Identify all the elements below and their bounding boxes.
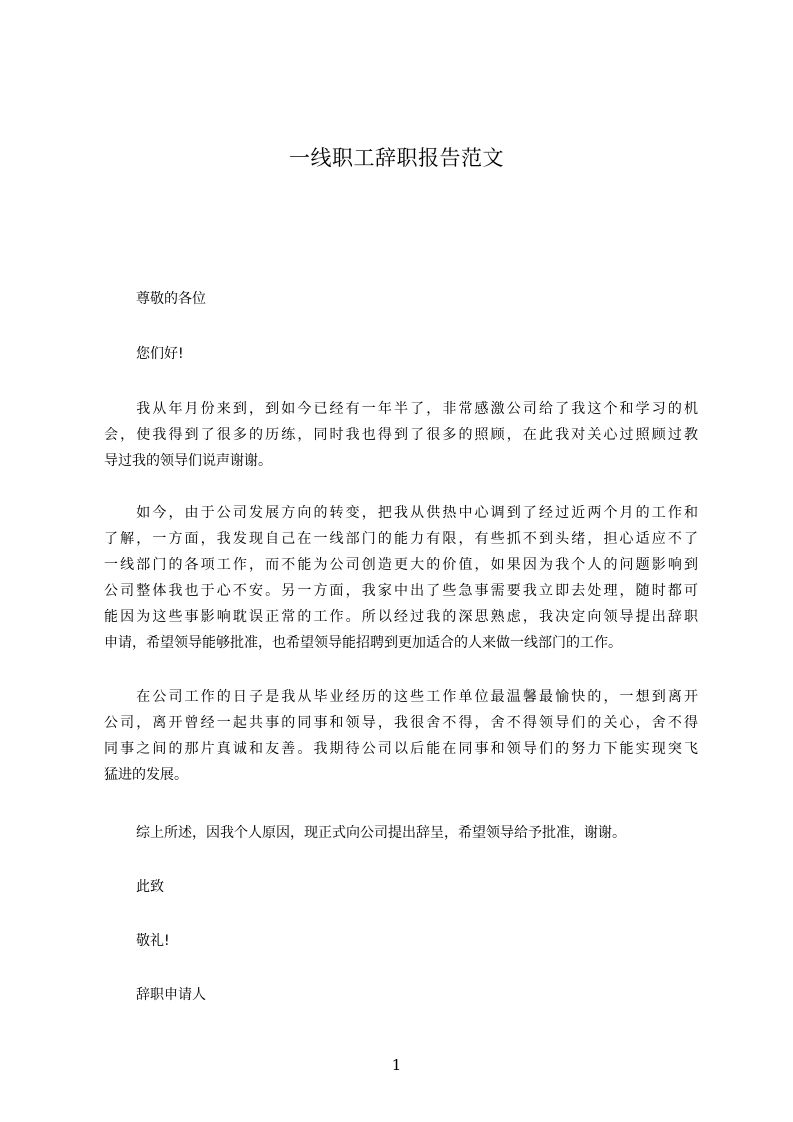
paragraph-line: 会，使我得到了很多的历练，同时我也得到了很多的照顾，在此我对关心过照顾过教 [104, 427, 698, 443]
paragraph-line: 申请，希望领导能够批准，也希望领导能招聘到更加适合的人来做一线部门的工作。 [104, 635, 622, 651]
paragraph-line: 公司，离开曾经一起共事的同事和领导，我很舍不得，舍不得领导们的关心，舍不得 [104, 715, 698, 731]
paragraph-line: 同事之间的那片真诚和友善。我期待公司以后能在同事和领导们的努力下能实现突飞 [104, 741, 698, 757]
paragraph-3 [104, 684, 698, 788]
greeting: 您们好! [136, 346, 184, 362]
paragraph-line: 导过我的领导们说声谢谢。 [104, 453, 272, 469]
paragraph-line: 了解，一方面，我发现自己在一线部门的能力有限，有些抓不到头绪，担心适应不了 [104, 531, 698, 547]
paragraph-line: 我从年月份来到，到如今已经有一年半了，非常感激公司给了我这个和学习的机 [104, 401, 698, 417]
salutation: 尊敬的各位 [136, 291, 206, 307]
paragraph-line: 猛进的发展。 [104, 767, 188, 783]
paragraph-line: 如今，由于公司发展方向的转变，把我从供热中心调到了经过近两个月的工作和 [104, 505, 698, 521]
paragraph-2 [104, 500, 698, 656]
closing-jing-li: 敬礼! [136, 933, 170, 949]
paragraph-line: 在公司工作的日子是我从毕业经历的这些工作单位最温馨最愉快的，一想到离开 [104, 689, 698, 705]
paragraph-1 [104, 396, 698, 474]
paragraph-line: 公司整体我也于心不安。另一方面，我家中出了些急事需要我立即去处理，随时都可 [104, 583, 698, 599]
signature: 辞职申请人 [136, 987, 206, 1003]
conclusion: 综上所述，因我个人原因，现正式向公司提出辞呈，希望领导给予批准，谢谢。 [136, 825, 626, 841]
closing-ci-zhi: 此致 [136, 879, 164, 895]
document-title: 一线职工辞职报告范文 [289, 146, 504, 170]
page-number: 1 [391, 1056, 402, 1074]
paragraph-line: 一线部门的各项工作，而不能为公司创造更大的价值，如果因为我个人的问题影响到 [104, 557, 698, 573]
paragraph-line: 能因为这些事影响耽误正常的工作。所以经过我的深思熟虑，我决定向领导提出辞职 [104, 609, 698, 625]
